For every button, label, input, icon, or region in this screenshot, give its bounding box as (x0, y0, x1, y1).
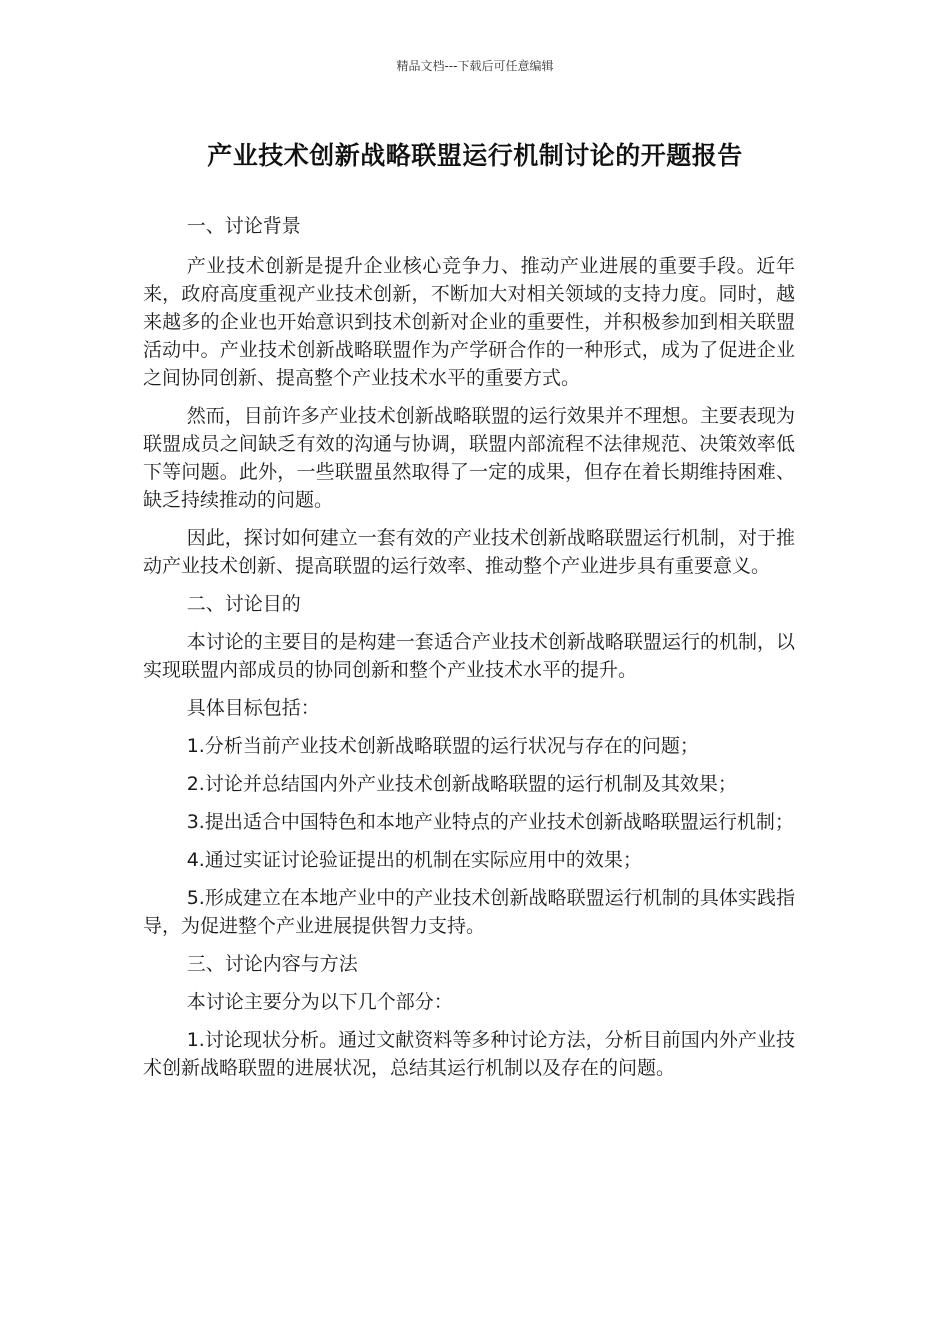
section-heading-background: 一、讨论背景 (186, 215, 301, 237)
section-heading-content-method: 三、讨论内容与方法 (186, 953, 358, 975)
paragraph: 本讨论的主要目的是构建一套适合产业技术创新战略联盟运行的机制，以实现联盟内部成员的协同创新和整个产业技术水平的提升。 (143, 631, 795, 681)
list-item: 5.形成建立在本地产业中的产业技术创新战略联盟运行机制的具体实践指导，为促进整个产业进展提供智力支持。 (143, 887, 795, 937)
header-note: 精品文档---下载后可任意编辑 (396, 59, 554, 73)
paragraph: 产业技术创新是提升企业核心竞争力、推动产业进展的重要手段。近年来，政府高度重视产业技术创新，不断加大对相关领域的支持力度。同时，越来越多的企业也开始意识到技术创新对企业的重要性，并积极参加到相关联盟活动中。产业技术创新战略联盟作为产学研合作的一种形式，成为了促进企业之间协同创新、提高整个产业技术水平的重要方式。 (143, 255, 795, 389)
paragraph: 本讨论主要分为以下几个部分： (186, 991, 453, 1013)
section-heading-purpose: 二、讨论目的 (186, 593, 301, 615)
list-item: 3.提出适合中国特色和本地产业特点的产业技术创新战略联盟运行机制； (186, 811, 794, 833)
document-title: 产业技术创新战略联盟运行机制讨论的开题报告 (207, 141, 743, 170)
list-item: 1.分析当前产业技术创新战略联盟的运行状况与存在的问题； (186, 735, 699, 757)
paragraph: 因此，探讨如何建立一套有效的产业技术创新战略联盟运行机制，对于推动产业技术创新、提高联盟的运行效率、推动整个产业进步具有重要意义。 (143, 527, 795, 577)
paragraph: 具体目标包括： (186, 697, 320, 719)
list-item: 4.通过实证讨论验证提出的机制在实际应用中的效果； (186, 849, 642, 871)
list-item: 2.讨论并总结国内外产业技术创新战略联盟的运行机制及其效果； (186, 773, 737, 795)
paragraph: 然而，目前许多产业技术创新战略联盟的运行效果并不理想。主要表现为联盟成员之间缺乏有效的沟通与协调，联盟内部流程不法律规范、决策效率低下等问题。此外，一些联盟虽然取得了一定的成果，但存在着长期维持困难、缺乏持续推动的问题。 (143, 405, 795, 511)
list-item: 1.讨论现状分析。通过文献资料等多种讨论方法，分析目前国内外产业技术创新战略联盟的进展状况，总结其运行机制以及存在的问题。 (143, 1029, 795, 1079)
document-body (143, 212, 795, 1092)
